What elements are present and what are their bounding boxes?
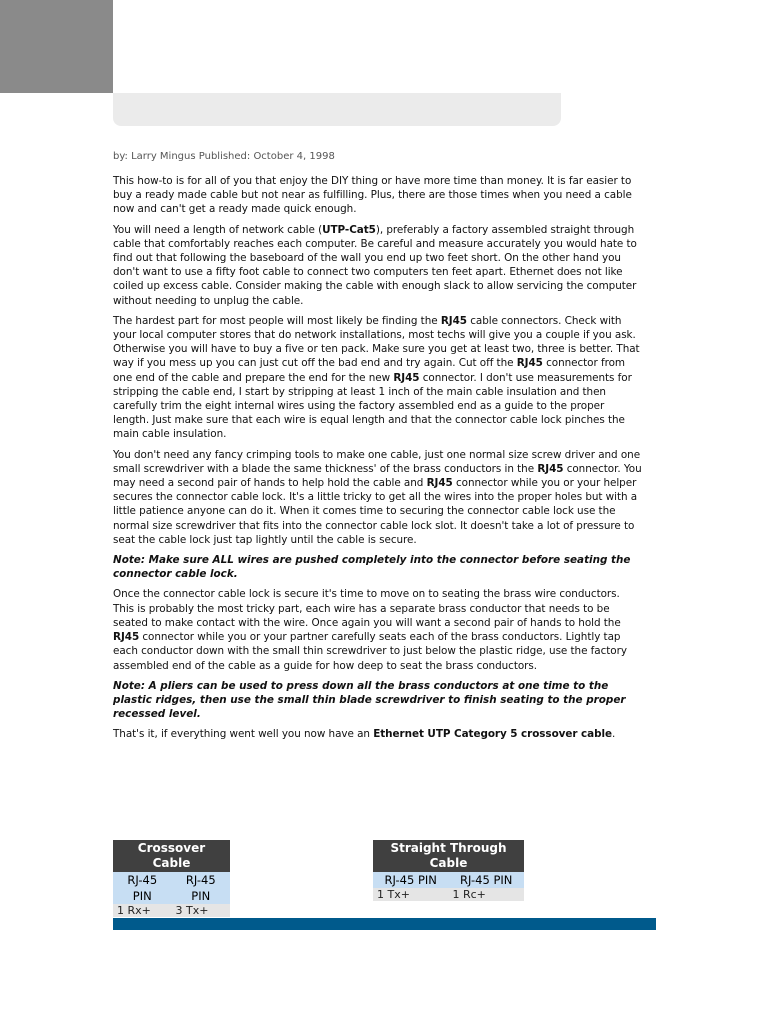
bold-term: RJ45 (393, 371, 420, 384)
text-span: cable connectors. Check with your local computer stores that do network installations, most techs will give you a couple if you ask. Otherwise you will have to buy a five or ten pack. Make sure you get at least two, three is better. That way if you mess up you can just cut off the bad end and try again. Cut off the (113, 314, 640, 370)
table-cell: 1 Tx+ (373, 888, 448, 901)
note-pliers: Note: A pliers can be used to press down all the brass conductors at one time to the plastic ridges, then use the small thin blade screwdriver to finish seating to the proper recessed level. (113, 679, 626, 721)
table-title: Straight Through Cable (373, 840, 524, 872)
bold-term: Ethernet UTP Category 5 crossover cable (373, 728, 612, 741)
table-cell: 1 Rx+ (113, 904, 172, 917)
column-header: RJ-45 PIN (172, 872, 230, 904)
text-span: ), preferably a factory assembled straight through cable that comfortably reaches each computer. Be careful and measure accurately you would hate to find out that following the baseboard of the wall you end up two feet short. On the other hand you don't want to use a fifty foot cable to connect two computers ten feet apart. Ethernet does not like coiled up excess cable. Consider making the cable with enough slack to allow servicing the computer without needing to unplug the cable. (113, 223, 637, 307)
note-wires: Note: Make sure ALL wires are pushed completely into the connector before seating the connector cable lock. (113, 554, 631, 581)
column-header: RJ-45 PIN (373, 872, 448, 888)
header-bar (113, 93, 561, 126)
text-span: Once the connector cable lock is secure it's time to move on to seating the brass wire conductors. This is probably the most tricky part, each wire has a separate brass conductor that needs to be seated to make contact with the wire. Once again you will want a second pair of hands to hold the (113, 588, 621, 629)
paragraph-connectors (113, 314, 643, 442)
bold-term: RJ45 (440, 314, 467, 327)
bold-term: RJ45 (516, 357, 543, 370)
header-logo-block (0, 0, 113, 93)
footer-bar (113, 918, 656, 930)
text-span: connector while you or your partner carefully seats each of the brass conductors. Lightly tap each conductor down with the small thin screwdriver to just below the plastic ridge, use the factory assembled end of the cable as a guide for how deep to seat the brass conductors. (113, 631, 627, 672)
bold-term: RJ45 (537, 462, 564, 475)
table-title: Crossover Cable (113, 840, 230, 872)
text-span: You will need a length of network cable ( (113, 223, 323, 236)
table-cell: 3 Tx+ (172, 904, 230, 917)
crossover-pin-table (113, 840, 230, 917)
paragraph-intro: This how-to is for all of you that enjoy the DIY thing or have more time than money. It is far easier to buy a ready made cable but not near as fulfilling. Plus, there are those times when you need a cable now and can't get a ready made quick enough. (113, 175, 632, 216)
text-span: That's it, if everything went well you now have an (113, 728, 374, 741)
text-span: connector while you or your helper secures the connector cable lock. It's a little tricky to get all the wires into the proper holes but with a little patience anyone can do it. When it comes time to securing the connector cable lock use the normal size screwdriver that fits into the connector cable lock slot. It doesn't take a lot of pressure to seat the cable lock just tap lightly until the cable is secure. (113, 477, 638, 546)
bold-term: RJ45 (426, 477, 453, 490)
bold-term: RJ45 (113, 631, 140, 644)
bold-term: UTP-Cat5 (322, 223, 376, 236)
straight-through-pin-table (373, 840, 524, 901)
table-cell: 1 Rc+ (448, 888, 524, 901)
column-header: RJ-45 PIN (448, 872, 524, 888)
text-span: connector. You may need a second pair of hands to help hold the cable and (113, 462, 642, 490)
text-span: . (612, 728, 616, 741)
text-span: The hardest part for most people will most likely be finding the (113, 314, 441, 327)
byline: by: Larry Mingus Published: October 4, 1998 (113, 151, 335, 162)
article-body (113, 150, 643, 748)
column-header: RJ-45 PIN (113, 872, 172, 904)
paragraph-conductors (113, 587, 643, 672)
text-span: You don't need any fancy crimping tools to make one cable, just one normal size screw driver and one small screwdriver with a blade the same thickness' of the brass conductors in the (113, 448, 641, 475)
paragraph-conclusion (113, 727, 643, 741)
text-span: connector. I don't use measurements for stripping the cable end, I start by stripping at least 1 inch of the main cable insulation and then carefully trim the eight internal wires using the factory assembled end as a guide to the proper length. Just make sure that each wire is equal length and that the connector cable lock pinches the main cable insulation. (113, 371, 632, 441)
paragraph-tools (113, 448, 643, 547)
paragraph-cable (113, 223, 643, 308)
text-span: connector from one end of the cable and prepare the end for the new (113, 357, 625, 384)
